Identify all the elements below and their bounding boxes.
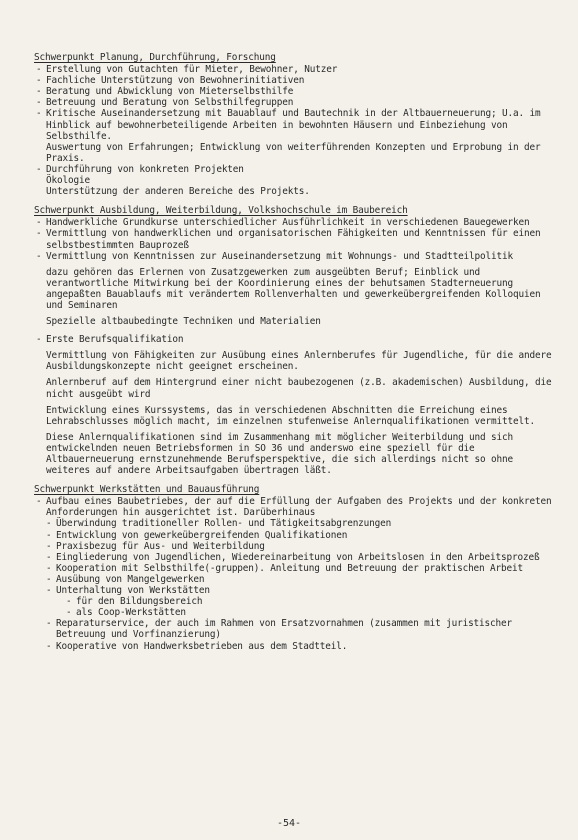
item-list — [34, 217, 552, 261]
paragraph: Vermittlung von Fähigkeiten zur Ausübung eines Anlernberufes für Jugendliche, für die andere Ausbildungskonzepte nicht geeignet erscheinen. — [46, 350, 552, 373]
section-heading: Schwerpunkt Werkstätten und Bauausführung — [34, 484, 260, 496]
list-item: - Vermittlung von Kenntnissen zur Auseinandersetzung mit Wohnungs- und Stadtteilpolitik — [34, 251, 552, 262]
list-item: - Erste Berufsqualifikation — [34, 334, 552, 345]
item-continuation: Ökologie — [46, 175, 90, 187]
list-item: - Fachliche Unterstützung von Bewohnerinitiativen — [34, 75, 552, 86]
item-continuation: Unterstützung der anderen Bereiche des Projekts. — [46, 186, 310, 198]
subsub-item: - als Coop-Werkstätten — [66, 607, 552, 618]
sub-item: - Reparaturservice, der auch im Rahmen von Ersatzvornahmen (zusammen mit juristischer Betreuung und Vorfinanzierung) — [46, 618, 552, 640]
paragraph: Anlernberuf auf dem Hintergrund einer nicht baubezogenen (z.B. akademischen) Ausbildung, die nicht ausgeübt wird — [46, 377, 552, 400]
sub-item: - Entwicklung von gewerkeübergreifenden Qualifikationen — [46, 530, 552, 541]
list-item: - Vermittlung von handwerklichen und organisatorischen Fähigkeiten und Kenntnissen für einen selbstbestimmten Bauprozeß — [34, 228, 552, 250]
paragraph: Diese Anlernqualifikationen sind im Zusammenhang mit möglicher Weiterbildung und sich entwickelnden neuen Betriebsformen in SO 36 und anderswo eine speziell für die Altbauerneuerung ernstzunehmende Berufsperspektive, die sich allerdings nicht so ohne weiteres auf andere Arbeitsaufgaben übertragen läßt. — [46, 431, 514, 477]
list-item: - Handwerkliche Grundkurse unterschiedlicher Ausführlichkeit in verschiedenen Bauegewerken — [34, 217, 552, 228]
page-number: -54- — [276, 818, 302, 829]
section-heading: Schwerpunkt Planung, Durchführung, Forschung — [34, 52, 276, 63]
section-planung — [34, 52, 552, 197]
sub-item: - Ausübung von Mangelgewerken — [46, 574, 552, 585]
subsub-item: - für den Bildungsbereich — [66, 596, 552, 607]
section-werkstaetten — [34, 484, 552, 651]
item-list — [34, 334, 552, 345]
list-item: - Erstellung von Gutachten für Mieter, Bewohner, Nutzer — [34, 64, 552, 75]
section-heading: Schwerpunkt Ausbildung, Weiterbildung, Volkshochschule im Baubereich — [34, 205, 408, 217]
sub-item — [46, 585, 552, 618]
section-ausbildung — [34, 205, 552, 476]
item-continuation: Auswertung von Erfahrungen; Entwicklung von weiterführenden Konzepten und Erprobung in der Praxis. — [46, 141, 541, 164]
item-list — [34, 496, 552, 518]
list-item — [34, 108, 552, 163]
sub-item: - Überwindung traditioneller Rollen- und Tätigkeitsabgrenzungen — [46, 518, 552, 529]
sub-item: - Eingliederung von Jugendlichen, Wiedereinarbeitung von Arbeitslosen in den Arbeitsprozeß — [46, 552, 552, 563]
list-item — [34, 164, 552, 197]
item-list — [34, 64, 552, 197]
item-text: - Aufbau eines Baubetriebes, der auf die Erfüllung der Aufgaben des Projekts und der konkreten Anforderungen hin ausgerichtet ist. Darüberhinaus — [46, 496, 552, 519]
list-item: - Beratung und Abwicklung von Mieterselbsthilfe — [34, 86, 552, 97]
paragraph: Spezielle altbaubedingte Techniken und Materialien — [46, 316, 321, 328]
sub-item-text: - Unterhaltung von Werkstätten — [56, 585, 210, 597]
sub-item: - Kooperative von Handwerksbetrieben aus dem Stadtteil. — [46, 641, 552, 652]
item-text: - Kritische Auseinandersetzung mit Bauablauf und Bautechnik in der Altbauerneuerung; U.a. im Hinblick auf bewohnerbeteiligende Arbeiten in bewohnten Häusern und Einbeziehung von Selbsthilfe. — [46, 108, 541, 142]
list-item — [34, 496, 552, 518]
paragraph: Entwicklung eines Kurssystems, das in verschiedenen Abschnitten die Erreichung eines Lehrabschlusses möglich macht, im einzelnen stufenweise Anlernqualifikationen vermittelt. — [46, 404, 535, 427]
item-text: - Durchführung von konkreten Projekten — [46, 163, 244, 175]
list-item: - Betreuung und Beratung von Selbsthilfegruppen — [34, 97, 552, 108]
sub-item: - Praxisbezug für Aus- und Weiterbildung — [46, 541, 552, 552]
paragraph: dazu gehören das Erlernen von Zusatzgewerken zum ausgeübten Beruf; Einblick und verantwortliche Mitwirkung bei der Koordinierung eines der behutsamen Stadterneuerung angepaßten Bauablaufs mit verändertem Rollenverhalten und gewerkeübergreifenden Kolloquien und Seminaren — [46, 266, 541, 311]
subsub-list — [56, 596, 552, 618]
sub-list — [34, 518, 552, 651]
sub-item: - Kooperation mit Selbsthilfe(-gruppen). Anleitung und Betreuung der praktischen Arbeit — [46, 563, 552, 574]
